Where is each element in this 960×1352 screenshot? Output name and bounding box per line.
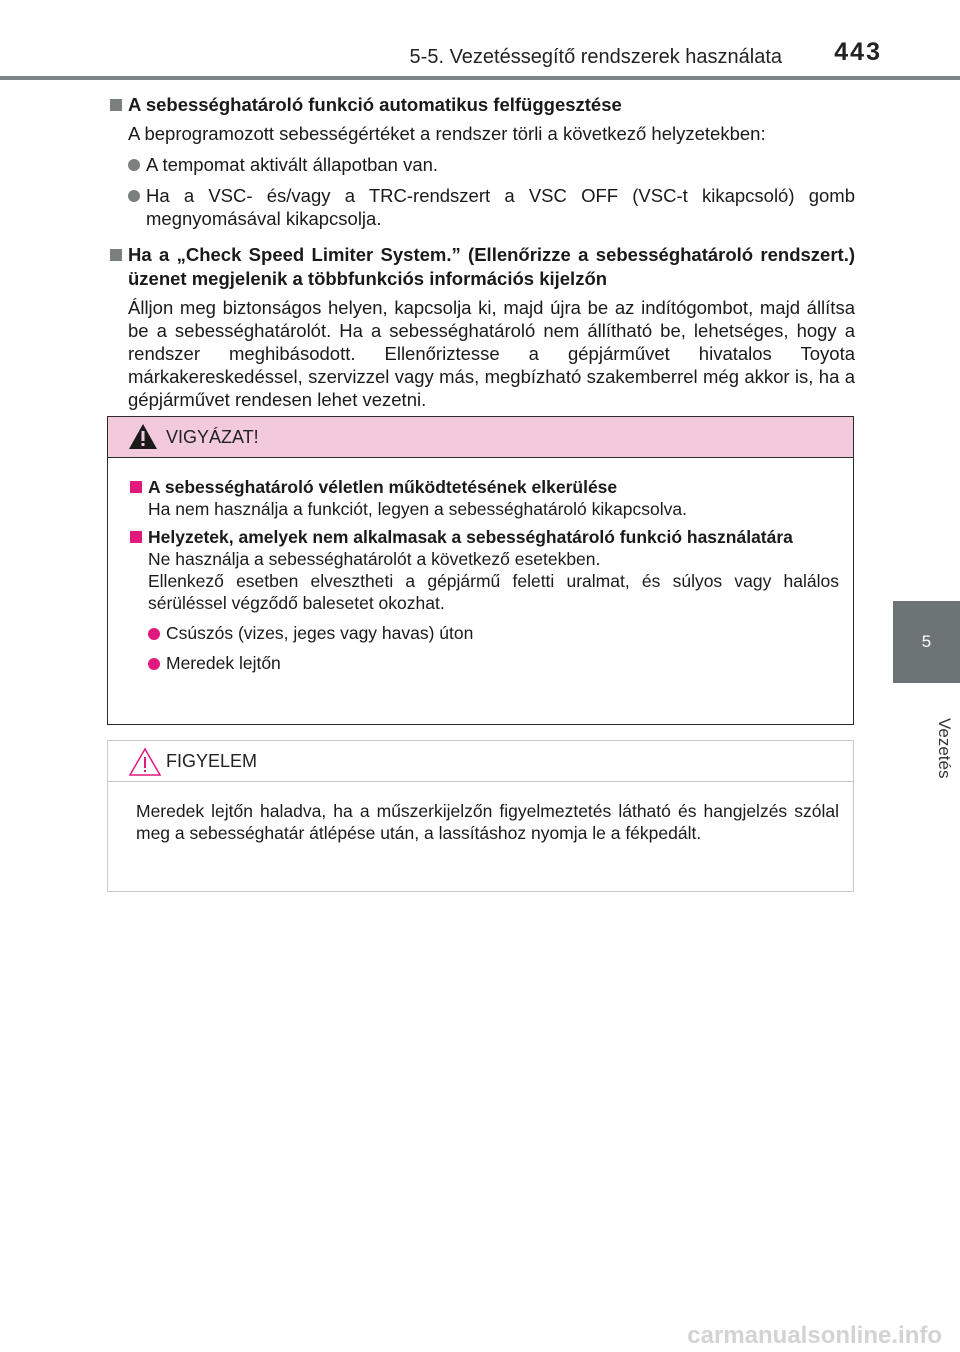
chapter-tab[interactable]: 5	[893, 601, 960, 683]
round-bullet-icon	[148, 628, 160, 640]
warning-label: VIGYÁZAT!	[166, 427, 259, 447]
section-title: 5-5. Vezetéssegítő rendszerek használata	[409, 46, 782, 68]
warning-triangle-icon	[128, 423, 158, 450]
warning-heading: A sebességhatároló véletlen működtetésének elkerülése	[130, 476, 839, 498]
header-rule	[0, 76, 960, 80]
warning-text: Ha nem használja a funkciót, legyen a sebességhatároló kikapcsolva.	[148, 499, 687, 519]
square-bullet-icon	[110, 99, 122, 111]
round-bullet-icon	[128, 190, 140, 202]
warning-box-body	[108, 458, 853, 674]
round-bullet-icon	[148, 658, 160, 670]
page-header	[0, 0, 960, 80]
warning-text: Ellenkező esetben elvesztheti a gépjármű feletti uralmat, és súlyos vagy halálos sérüléssel végződő balesetet okozhat.	[148, 571, 839, 613]
section-heading-check-message: Ha a „Check Speed Limiter System.” (Ellenőrizze a sebességhatároló rendszert.) üzenet megjelenik a többfunkciós információs kijelzőn	[110, 243, 855, 291]
warning-text: Ne használja a sebességhatárolót a következő esetekben.	[148, 549, 601, 569]
list-item: Ha a VSC- és/vagy a TRC-rendszert a VSC OFF (VSC-t kikapcsoló) gomb megnyomásával kikapcsolja.	[110, 184, 855, 230]
warning-box	[107, 416, 854, 725]
round-bullet-icon	[128, 159, 140, 171]
page-number: 443	[834, 38, 882, 66]
section-heading-auto-suspend: A sebességhatároló funkció automatikus felfüggesztése	[110, 93, 855, 117]
notice-label: FIGYELEM	[166, 751, 258, 771]
list-item: Meredek lejtőn	[130, 652, 839, 674]
square-bullet-icon	[130, 531, 142, 543]
main-content	[110, 93, 855, 411]
section-intro: A beprogramozott sebességértéket a rendszer törli a következő helyzetekben:	[128, 123, 766, 144]
notice-box-header	[108, 741, 853, 782]
warning-box-header	[108, 417, 853, 458]
list-item: Csúszós (vizes, jeges vagy havas) úton	[130, 622, 839, 644]
watermark[interactable]: carmanualsonline.info	[687, 1322, 942, 1349]
warning-heading: Helyzetek, amelyek nem alkalmasak a sebességhatároló funkció használatára	[130, 526, 839, 548]
section-body: Álljon meg biztonságos helyen, kapcsolja ki, majd újra be az indítógombot, majd állítsa be a sebességhatárolót. Ha a sebességhatároló nem állítható be, lehetséges, hogy a rendszer meghibásodott. Ellenőriztesse a gépjárművet hivatalos Toyota márkakereskedéssel, szervizzel vagy más, megbízható szakemberrel még akkor is, ha a gépjárművet rendesen lehet vezetni.	[128, 297, 855, 410]
notice-text: Meredek lejtőn haladva, ha a műszerkijelzőn figyelmeztetés látható és hangjelzés szólal meg a sebességhatár átlépése után, a lassításhoz nyomja le a fékpedált.	[136, 801, 839, 843]
chapter-label: Vezetés	[935, 718, 954, 779]
square-bullet-icon	[110, 249, 122, 261]
list-item: A tempomat aktivált állapotban van.	[110, 153, 855, 176]
notice-triangle-icon	[128, 747, 162, 777]
notice-box	[107, 740, 854, 892]
square-bullet-icon	[130, 481, 142, 493]
